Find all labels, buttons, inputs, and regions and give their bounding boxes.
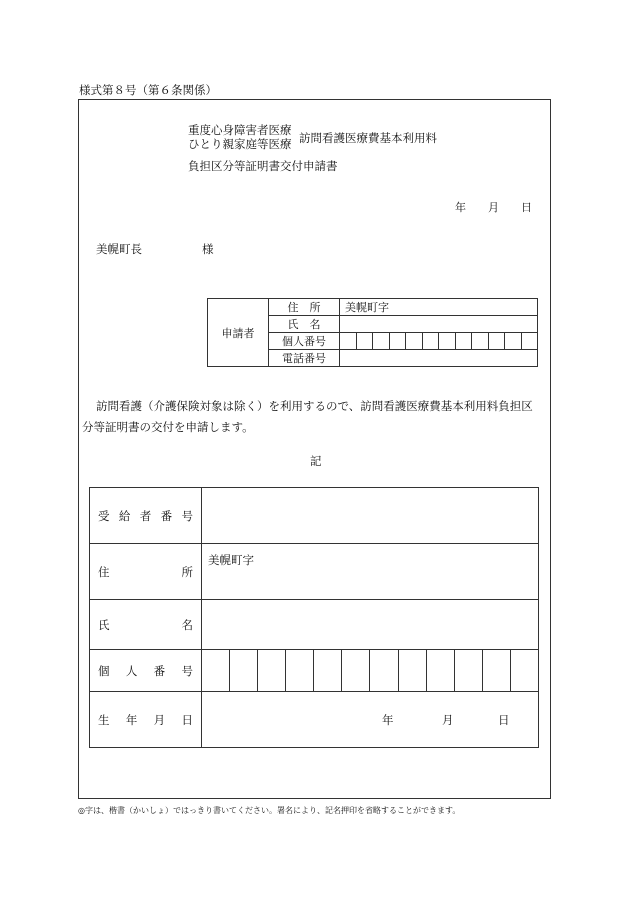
- addressee-honorific: 様: [202, 242, 214, 256]
- applicant-phone-label: 電話番号: [269, 350, 340, 367]
- title-line1: 重度心身障害者医療: [188, 123, 292, 137]
- recipient-number-label: 受 給 者 番 号: [90, 488, 202, 544]
- birthdate-day: 日: [498, 713, 510, 727]
- address-label: 住 所: [90, 544, 202, 600]
- date-day: 日: [521, 201, 532, 214]
- date-month: 月: [488, 201, 499, 214]
- address-value: 美幌町字: [208, 553, 254, 567]
- applicant-name-field[interactable]: [340, 316, 538, 333]
- applicant-personal-number-field[interactable]: [340, 333, 538, 350]
- applicant-address-field[interactable]: 美幌町字: [340, 299, 538, 316]
- body-text-line2: 分等証明書の交付を申請します。: [82, 420, 254, 434]
- birthdate-label: 生 年 月 日: [90, 692, 202, 748]
- body-text-line1: 訪問看護（介護保険対象は除く）を利用するので、訪問看護医療費基本利用料負担区: [96, 399, 533, 413]
- applicant-name-label: 氏 名: [269, 316, 340, 333]
- title-suffix: 訪問看護医療費基本利用料: [299, 131, 437, 145]
- applicant-address-label: 住 所: [269, 299, 340, 316]
- birthdate-month: 月: [442, 713, 454, 727]
- name-field[interactable]: [202, 600, 539, 650]
- applicant-table: [207, 298, 538, 367]
- footnote: ◎字は、楷書（かいしょ）ではっきり書いてください。署名により、記名押印を省略することができます。: [78, 806, 461, 815]
- personal-number-field[interactable]: [202, 650, 539, 692]
- form-number: 様式第８号（第６条関係）: [79, 83, 217, 97]
- title-line2: ひとり親家庭等医療: [188, 137, 292, 151]
- applicant-label: 申請者: [208, 299, 269, 367]
- title-line3: 負担区分等証明書交付申請書: [188, 159, 338, 173]
- details-table: [89, 487, 539, 748]
- recipient-number-field[interactable]: [202, 488, 539, 544]
- birthdate-field[interactable]: [202, 692, 539, 748]
- date-year: 年: [455, 201, 466, 214]
- name-label: 氏 名: [90, 600, 202, 650]
- applicant-phone-field[interactable]: [340, 350, 538, 367]
- addressee-name: 美幌町長: [96, 242, 142, 256]
- applicant-personal-number-label: 個人番号: [269, 333, 340, 350]
- ki-heading: 記: [310, 454, 322, 468]
- personal-number-label: 個 人 番 号: [90, 650, 202, 692]
- address-field[interactable]: [202, 544, 539, 600]
- birthdate-year: 年: [382, 713, 394, 727]
